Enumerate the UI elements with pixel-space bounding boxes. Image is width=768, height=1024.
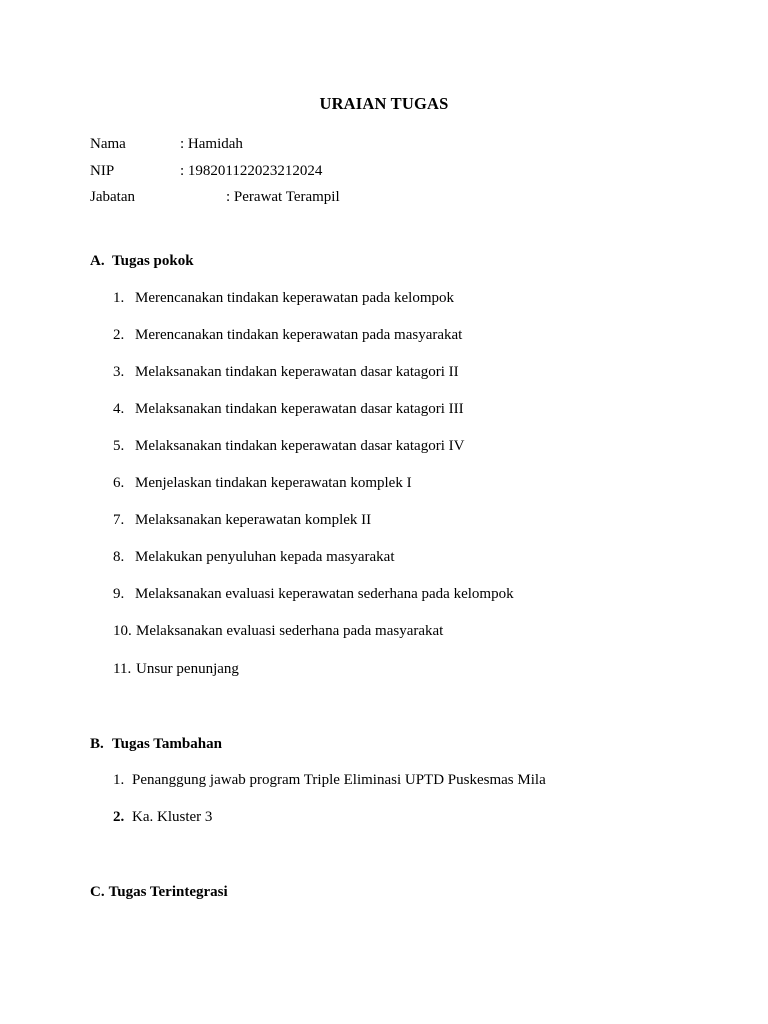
item-number: 11. <box>113 661 132 677</box>
item-text: Melaksanakan tindakan keperawatan dasar katagori III <box>135 401 464 417</box>
section-c-heading <box>90 882 228 902</box>
section-title: Tugas pokok <box>112 253 194 269</box>
item-text: Melaksanakan evaluasi sederhana pada masyarakat <box>136 623 444 639</box>
item-text: Melakukan penyuluhan kepada masyarakat <box>135 549 395 565</box>
item-number: 2. <box>113 809 125 825</box>
field-label: Nama <box>90 136 126 152</box>
section-letter: B. <box>90 736 104 752</box>
item-text: Melaksanakan tindakan keperawatan dasar katagori II <box>135 364 459 380</box>
item-text: Unsur penunjang <box>136 661 239 677</box>
item-number: 1. <box>113 290 125 306</box>
list-item <box>113 399 464 419</box>
item-number: 10. <box>113 623 132 639</box>
field-value: : 198201122023212024 <box>180 163 323 179</box>
list-item <box>113 288 454 308</box>
item-number: 9. <box>113 586 125 602</box>
list-item <box>113 436 464 456</box>
item-number: 4. <box>113 401 125 417</box>
list-item <box>113 584 514 604</box>
item-text: Melaksanakan evaluasi keperawatan sederhana pada kelompok <box>135 586 514 602</box>
item-number: 2. <box>113 327 125 343</box>
item-text: Penanggung jawab program Triple Eliminasi UPTD Puskesmas Mila <box>132 772 546 788</box>
field-value: : Perawat Terampil <box>226 189 340 205</box>
list-item <box>113 807 212 827</box>
section-letter: A. <box>90 253 105 269</box>
item-text: Merencanakan tindakan keperawatan pada masyarakat <box>135 327 463 343</box>
item-text: Ka. Kluster 3 <box>132 809 213 825</box>
section-letter: C. <box>90 884 105 900</box>
item-text: Menjelaskan tindakan keperawatan komplek I <box>135 475 412 491</box>
list-item <box>113 770 546 790</box>
field-label: Jabatan <box>90 189 135 205</box>
item-text: Melaksanakan keperawatan komplek II <box>135 512 372 528</box>
item-text: Melaksanakan tindakan keperawatan dasar katagori IV <box>135 438 465 454</box>
list-item <box>113 621 443 641</box>
item-text: Merencanakan tindakan keperawatan pada kelompok <box>135 290 455 306</box>
list-item <box>113 325 462 345</box>
section-b-heading <box>90 734 222 754</box>
item-number: 5. <box>113 438 125 454</box>
list-item <box>113 659 239 679</box>
section-title: Tugas Terintegrasi <box>108 884 228 900</box>
list-item <box>113 510 371 530</box>
item-number: 3. <box>113 364 125 380</box>
list-item <box>113 473 412 493</box>
item-number: 8. <box>113 549 125 565</box>
document-title: URAIAN TUGAS <box>319 94 449 113</box>
section-a-heading <box>90 251 194 271</box>
item-number: 6. <box>113 475 125 491</box>
field-value: : Hamidah <box>180 136 243 152</box>
field-label: NIP <box>90 163 115 179</box>
section-title: Tugas Tambahan <box>112 736 222 752</box>
list-item <box>113 547 394 567</box>
list-item <box>113 362 459 382</box>
item-number: 7. <box>113 512 125 528</box>
item-number: 1. <box>113 772 125 788</box>
